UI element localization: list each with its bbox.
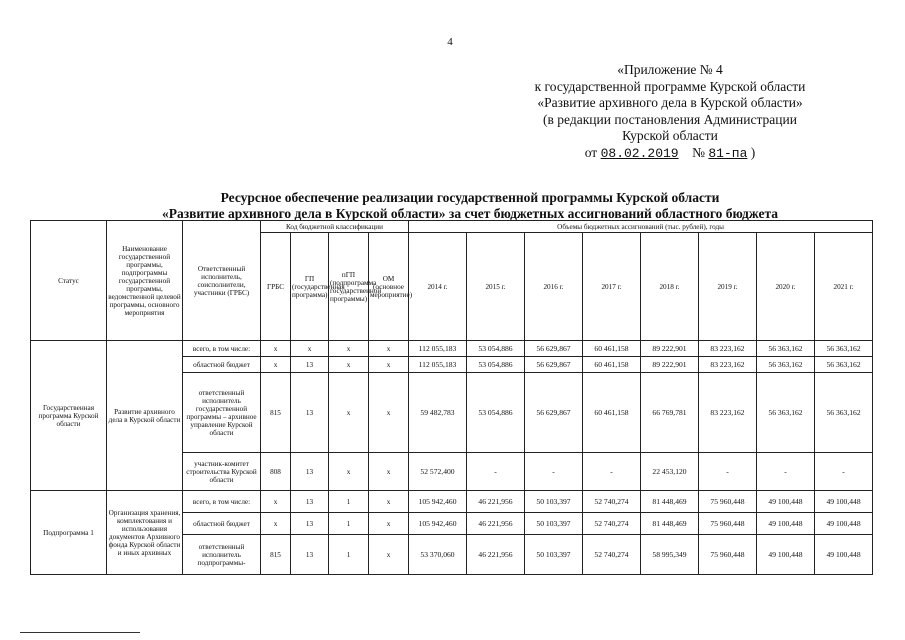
om-cell: х (369, 357, 409, 373)
value-cell: 60 461,158 (583, 373, 641, 453)
value-cell: 50 103,397 (525, 491, 583, 513)
responsible-cell: всего, в том числе: (183, 491, 261, 513)
header-year-2021: 2021 г. (815, 233, 873, 341)
value-cell: 83 223,162 (699, 341, 757, 357)
appendix-date-line (500, 145, 840, 163)
value-cell: 105 942,460 (409, 491, 467, 513)
value-cell: 22 453,120 (641, 453, 699, 491)
value-cell: 81 448,469 (641, 513, 699, 535)
om-cell: х (369, 513, 409, 535)
pgp-cell: 1 (329, 513, 369, 535)
value-cell: - (583, 453, 641, 491)
header-year-2019: 2019 г. (699, 233, 757, 341)
header-name: Наименование государственной программы, подпрограммы государственной программы, ведомственной целевой программы, основного мероприятия (107, 221, 183, 341)
value-cell: - (757, 453, 815, 491)
appendix-line-1: «Приложение № 4 (617, 62, 723, 77)
value-cell: 60 461,158 (583, 341, 641, 357)
responsible-cell: областной бюджет (183, 513, 261, 535)
value-cell: 56 363,162 (815, 357, 873, 373)
pgp-cell: 1 (329, 491, 369, 513)
value-cell: 52 740,274 (583, 535, 641, 575)
responsible-cell: участник-комитет строительства Курской области (183, 453, 261, 491)
value-cell: 56 363,162 (815, 341, 873, 357)
pgp-cell: х (329, 341, 369, 357)
value-cell: 66 769,781 (641, 373, 699, 453)
close-paren: ) (750, 144, 756, 160)
grbs-cell: х (261, 341, 291, 357)
program-row (31, 341, 873, 357)
gp-cell: 13 (291, 513, 329, 535)
gp-cell: 13 (291, 535, 329, 575)
gp-cell: 13 (291, 453, 329, 491)
appendix-line-5: Курской области (622, 128, 718, 143)
value-cell: 49 100,448 (815, 535, 873, 575)
om-cell: х (369, 341, 409, 357)
header-volumes: Объемы бюджетных ассигнований (тыс. рублей), годы (409, 221, 873, 233)
header-year-2015: 2015 г. (467, 233, 525, 341)
document-date: 08.02.2019 (600, 145, 679, 161)
value-cell: 46 221,956 (467, 491, 525, 513)
value-cell: 56 363,162 (757, 373, 815, 453)
header-status: Статус (31, 221, 107, 341)
header-responsible: Ответственный исполнитель, соисполнители, участники (ГРБС) (183, 221, 261, 341)
pgp-cell: х (329, 357, 369, 373)
appendix-line-3: «Развитие архивного дела в Курской области» (537, 95, 803, 110)
date-prefix: от (584, 144, 598, 160)
gp-cell: 13 (291, 373, 329, 453)
value-cell: - (467, 453, 525, 491)
value-cell: 49 100,448 (757, 513, 815, 535)
value-cell: 75 960,448 (699, 491, 757, 513)
value-cell: - (815, 453, 873, 491)
subprogram-name: Организация хранения, комплектования и использования документов Архивного фонда Курской области и иных архивных (107, 491, 183, 575)
value-cell: 75 960,448 (699, 535, 757, 575)
responsible-cell: всего, в том числе: (183, 341, 261, 357)
value-cell: 89 222,901 (641, 341, 699, 357)
pgp-cell: х (329, 373, 369, 453)
value-cell: 49 100,448 (815, 513, 873, 535)
value-cell: 59 482,783 (409, 373, 467, 453)
footer-rule (20, 632, 140, 633)
gp-cell: х (291, 341, 329, 357)
responsible-cell: ответственный исполнитель государственной программы – архивное управление Курской области (183, 373, 261, 453)
value-cell: 49 100,448 (757, 491, 815, 513)
value-cell: 52 740,274 (583, 491, 641, 513)
value-cell: 60 461,158 (583, 357, 641, 373)
gp-cell: 13 (291, 357, 329, 373)
header-year-2016: 2016 г. (525, 233, 583, 341)
grbs-cell: 815 (261, 373, 291, 453)
subprogram-row (31, 491, 873, 513)
value-cell: 56 629,867 (525, 341, 583, 357)
value-cell: 89 222,901 (641, 357, 699, 373)
responsible-cell: ответственный исполнитель подпрограммы- (183, 535, 261, 575)
header-budget-code: Код бюджетной классификации (261, 221, 409, 233)
value-cell: - (699, 453, 757, 491)
value-cell: 46 221,956 (467, 535, 525, 575)
title-line-1: Ресурсное обеспечение реализации государственной программы Курской области (220, 190, 720, 205)
header-gp: ГП (государственная программа) (291, 233, 329, 341)
header-pgp: пГП (подпрограмма государственной программы) (329, 233, 369, 341)
appendix-block (500, 62, 840, 162)
value-cell: 53 054,886 (467, 373, 525, 453)
document-title (80, 190, 860, 222)
value-cell: 112 055,183 (409, 341, 467, 357)
value-cell: 56 363,162 (757, 341, 815, 357)
header-om: ОМ (основное мероприятие) (369, 233, 409, 341)
om-cell: х (369, 491, 409, 513)
header-year-2018: 2018 г. (641, 233, 699, 341)
appendix-line-2: к государственной программе Курской области (534, 78, 806, 94)
grbs-cell: 815 (261, 535, 291, 575)
value-cell: 52 740,274 (583, 513, 641, 535)
value-cell: 112 055,183 (409, 357, 467, 373)
pgp-cell: 1 (329, 535, 369, 575)
value-cell: 58 995,349 (641, 535, 699, 575)
appendix-line-4: (в редакции постановления Администрации (543, 111, 797, 127)
value-cell: 56 629,867 (525, 357, 583, 373)
program-name: Развитие архивного дела в Курской области (107, 341, 183, 491)
grbs-cell: х (261, 513, 291, 535)
header-grbs: ГРБС (261, 233, 291, 341)
number-label: № (692, 144, 705, 160)
om-cell: х (369, 453, 409, 491)
om-cell: х (369, 373, 409, 453)
value-cell: 56 363,162 (757, 357, 815, 373)
resource-table (30, 220, 873, 575)
value-cell: 105 942,460 (409, 513, 467, 535)
responsible-cell: областной бюджет (183, 357, 261, 373)
header-year-2014: 2014 г. (409, 233, 467, 341)
header-year-2017: 2017 г. (583, 233, 641, 341)
value-cell: 52 572,400 (409, 453, 467, 491)
value-cell: 53 054,886 (467, 341, 525, 357)
header-year-2020: 2020 г. (757, 233, 815, 341)
pgp-cell: х (329, 453, 369, 491)
value-cell: 83 223,162 (699, 357, 757, 373)
value-cell: 53 054,886 (467, 357, 525, 373)
value-cell: 56 629,867 (525, 373, 583, 453)
document-number: 81-па (708, 145, 748, 161)
value-cell: 56 363,162 (815, 373, 873, 453)
page-number: 4 (447, 36, 453, 48)
program-status: Государственная программа Курской области (31, 341, 107, 491)
value-cell: 81 448,469 (641, 491, 699, 513)
value-cell: 53 370,060 (409, 535, 467, 575)
value-cell: 50 103,397 (525, 513, 583, 535)
gp-cell: 13 (291, 491, 329, 513)
om-cell: х (369, 535, 409, 575)
value-cell: 83 223,162 (699, 373, 757, 453)
value-cell: 49 100,448 (757, 535, 815, 575)
value-cell: - (525, 453, 583, 491)
value-cell: 46 221,956 (467, 513, 525, 535)
grbs-cell: х (261, 491, 291, 513)
title-line-2: «Развитие архивного дела в Курской области» за счет бюджетных ассигнований областного бюджета (161, 206, 779, 221)
header-row-1 (31, 221, 873, 233)
value-cell: 49 100,448 (815, 491, 873, 513)
grbs-cell: х (261, 357, 291, 373)
value-cell: 75 960,448 (699, 513, 757, 535)
grbs-cell: 808 (261, 453, 291, 491)
value-cell: 50 103,397 (525, 535, 583, 575)
subprogram-status: Подпрограмма 1 (31, 491, 107, 575)
